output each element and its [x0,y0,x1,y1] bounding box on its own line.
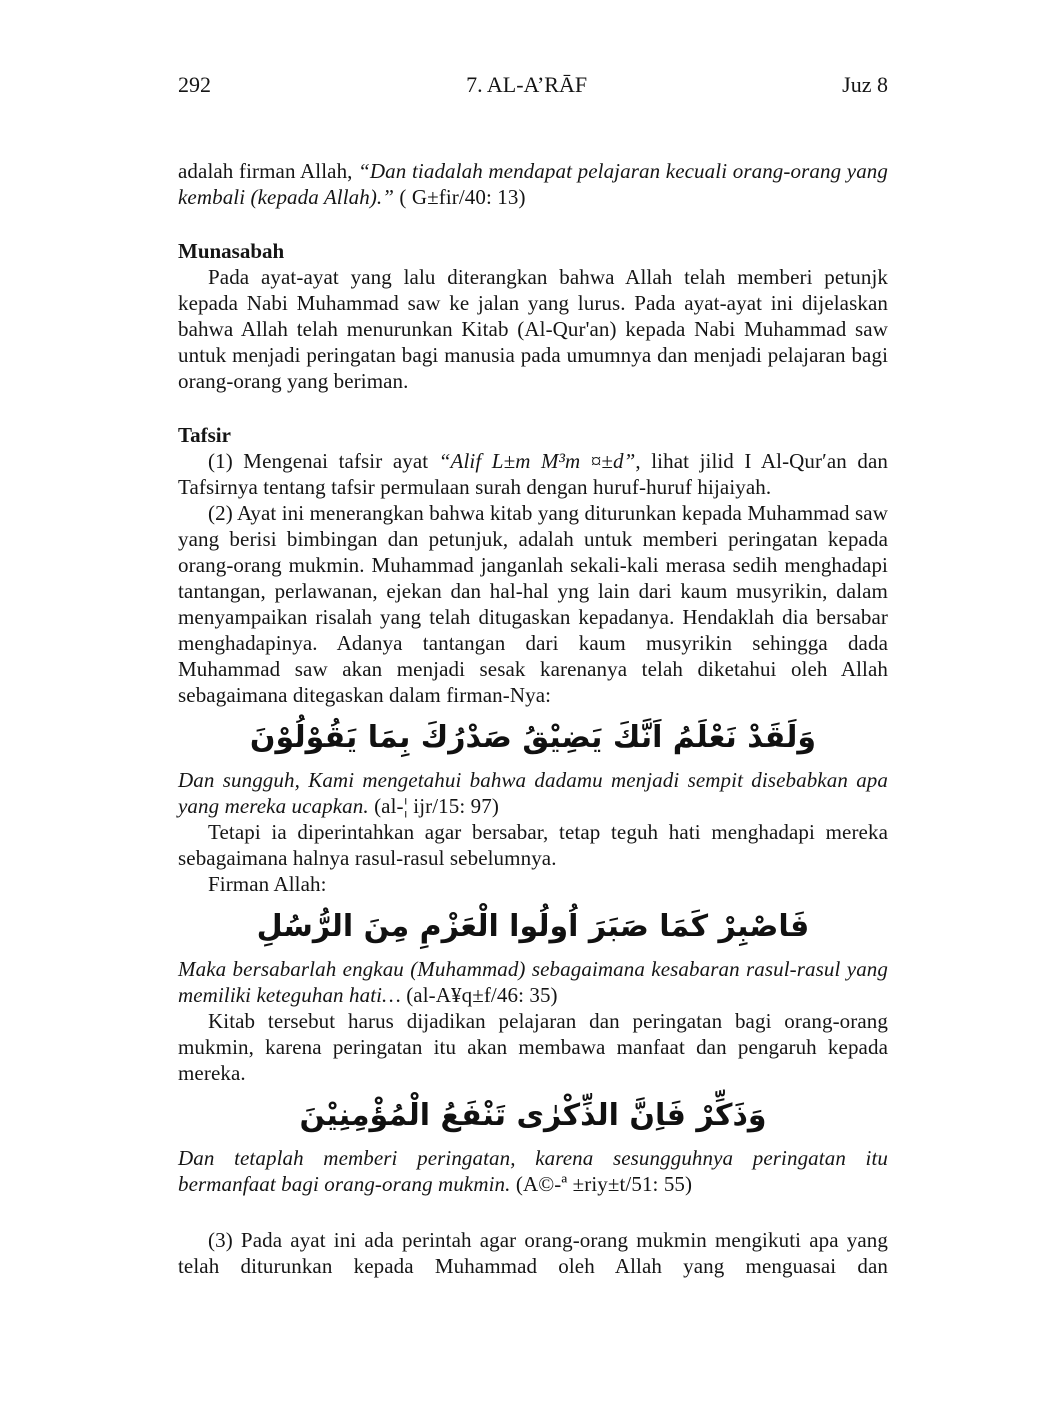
paragraph-firman-allah [178,871,888,897]
page-number: 292 [178,72,211,97]
paragraph-munasabah [178,264,888,394]
text-run: (al-A¥q±f/46: 35) [400,983,558,1007]
paragraph-tafsir-1 [178,448,888,500]
juz-label: Juz 8 [842,72,888,97]
text-run: (1) Mengenai tafsir ayat [208,449,439,473]
text-run: Firman Allah: [208,872,327,896]
paragraph-kitab [178,1008,888,1086]
text-run: Dan tetaplah memberi peringatan, karena sesungguhnya peringatan itu bermanfaat bagi orang-orang mukmin. [178,1146,888,1196]
text-run: Tetapi ia diperintahkan agar bersabar, tetap teguh hati menghadapi mereka sebagaimana halnya rasul-rasul sebelumnya. [178,820,888,870]
text-run: (A©-ª ±riy±t/51: 55) [510,1172,693,1196]
text-run: (al-¦ ijr/15: 97) [368,794,499,818]
page-header [178,72,888,98]
text-run: “Dan tiadalah mendapat pelajaran kecuali orang-orang yang kembali (kepada Allah).” [178,159,888,209]
text-run: “Alif L±m M³m ¤±d” [438,449,636,473]
heading-tafsir: Tafsir [178,423,231,447]
translation-hijr-15-97 [178,767,888,819]
paragraph-tafsir-3 [178,1227,888,1279]
heading-munasabah: Munasabah [178,239,285,263]
text-run: Maka bersabarlah engkau (Muhammad) sebagaimana kesabaran rasul-rasul yang memiliki keteguhan hati… [178,957,888,1007]
surah-title: 7. AL-A’RĀF [466,72,588,97]
arabic-verse-hijr-15-97: وَلَقَدْ نَعْلَمُ اَنَّكَ يَضِيْقُ صَدْرُكَ بِمَا يَقُوْلُوْنَ [249,720,817,755]
text-run: ( G±fir/40: 13) [394,185,526,209]
paragraph-tetapi [178,819,888,871]
text-run: Dan sungguh, Kami mengetahui bahwa dadamu menjadi sempit disebabkan apa yang mereka ucapkan. [178,768,888,818]
text-run: adalah firman Allah, [178,159,359,183]
text-run: Pada ayat-ayat yang lalu diterangkan bahwa Allah telah memberi petunjk kepada Nabi Muhammad saw ke jalan yang lurus. Pada ayat-ayat ini dijelaskan bahwa Allah telah menurunkan Kitab (Al-Qur'an) kepada Nabi Muhammad saw untuk menjadi peringatan bagi manusia pada umumnya dan menjadi pelajaran bagi orang-orang yang beriman. [178,265,888,393]
arabic-verse-ahqaf-46-35: فَاصْبِرْ كَمَا صَبَرَ اُولُوا الْعَزْمِ مِنَ الرُّسُلِ [256,909,810,944]
text-run: (3) Pada ayat ini ada perintah agar orang-orang mukmin mengikuti apa yang telah diturunkan kepada Muhammad oleh Allah yang menguasai dan [178,1228,888,1278]
text-run: (2) Ayat ini menerangkan bahwa kitab yang diturunkan kepada Muhammad saw yang berisi bimbingan dan petunjuk, adalah untuk memberi peringatan kepada orang-orang mukmin. Muhammad janganlah sekali-kali merasa sedih menghadapi tantangan, perlawanan, ejekan dan hal-hal yng lain dari kaum musyrikin, dalam menyampaikan risalah yang telah ditugaskan kepadanya. Hendaklah dia bersabar menghadapinya. Adanya tantangan dari kaum musyrikin sehingga dada Muhammad saw akan menjadi sesak karenanya telah diketahui oleh Allah sebagaimana ditegaskan dalam firman-Nya: [178,501,888,707]
content-blocks [178,158,888,1279]
paragraph-tafsir-2 [178,500,888,708]
translation-ahqaf-46-35 [178,956,888,1008]
paragraph-continuation [178,158,888,210]
text-run: , lihat jilid I Al-Qur′an dan Tafsirnya tentang tafsir permulaan surah dengan huruf-huruf hijaiyah. [178,449,888,499]
translation-zariyat-51-55 [178,1145,888,1197]
text-run: Kitab tersebut harus dijadikan pelajaran dan peringatan bagi orang-orang mukmin, karena peringatan itu akan membawa manfaat dan pengaruh kepada mereka. [178,1009,888,1085]
arabic-verse-zariyat-51-55: وَذَكِّرْ فَاِنَّ الذِّكْرٰى تَنْفَعُ الْمُؤْمِنِيْنَ [299,1098,767,1133]
